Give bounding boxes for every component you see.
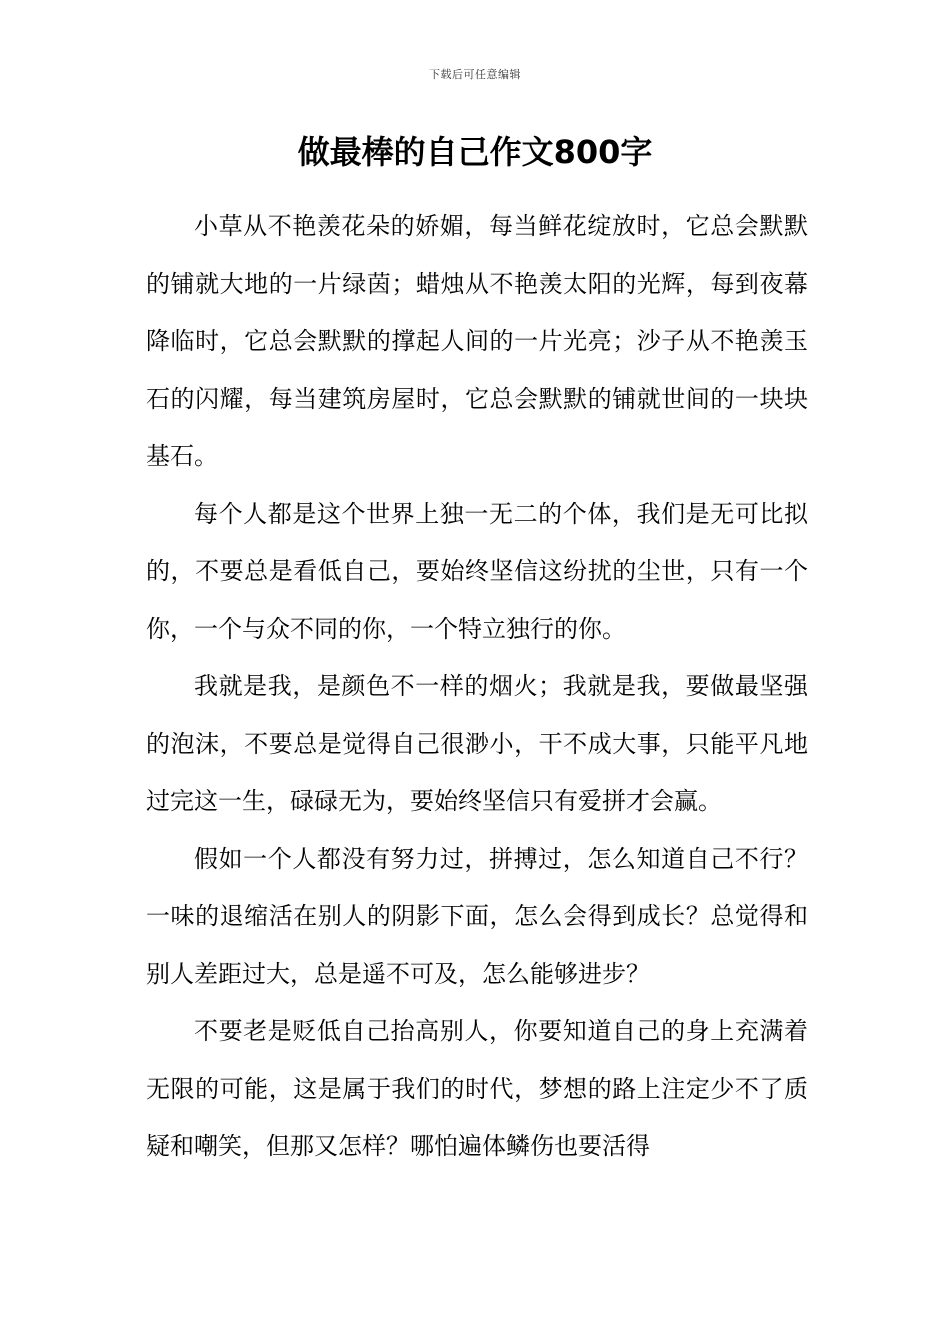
header-note: 下载后可任意编辑 xyxy=(429,68,521,81)
article-body xyxy=(146,198,808,1176)
page-title: 做最棒的自己作文800字 xyxy=(297,133,653,171)
paragraph: 假如一个人都没有努力过，拼搏过，怎么知道自己不行？一味的退缩活在别人的阴影下面，怎么会得到成长？总觉得和别人差距过大，总是遥不可及，怎么能够进步？ xyxy=(146,844,808,988)
paragraph: 我就是我，是颜色不一样的烟火；我就是我，要做最坚强的泡沫，不要总是觉得自己很渺小，干不成大事，只能平凡地过完这一生，碌碌无为，要始终坚信只有爱拼才会赢。 xyxy=(146,672,808,815)
paragraph: 小草从不艳羡花朵的娇媚，每当鲜花绽放时，它总会默默的铺就大地的一片绿茵；蜡烛从不艳羡太阳的光辉，每到夜幕降临时，它总会默默的撑起人间的一片光亮；沙子从不艳羡玉石的闪耀，每当建筑房屋时，它总会默默的铺就世间的一块块基石。 xyxy=(146,212,808,470)
paragraph: 每个人都是这个世界上独一无二的个体，我们是无可比拟的，不要总是看低自己，要始终坚信这纷扰的尘世，只有一个你，一个与众不同的你，一个特立独行的你。 xyxy=(146,499,808,643)
paragraph: 不要老是贬低自己抬高别人，你要知道自己的身上充满着无限的可能，这是属于我们的时代，梦想的路上注定少不了质疑和嘲笑，但那又怎样？哪怕遍体鳞伤也要活得 xyxy=(146,1017,808,1160)
